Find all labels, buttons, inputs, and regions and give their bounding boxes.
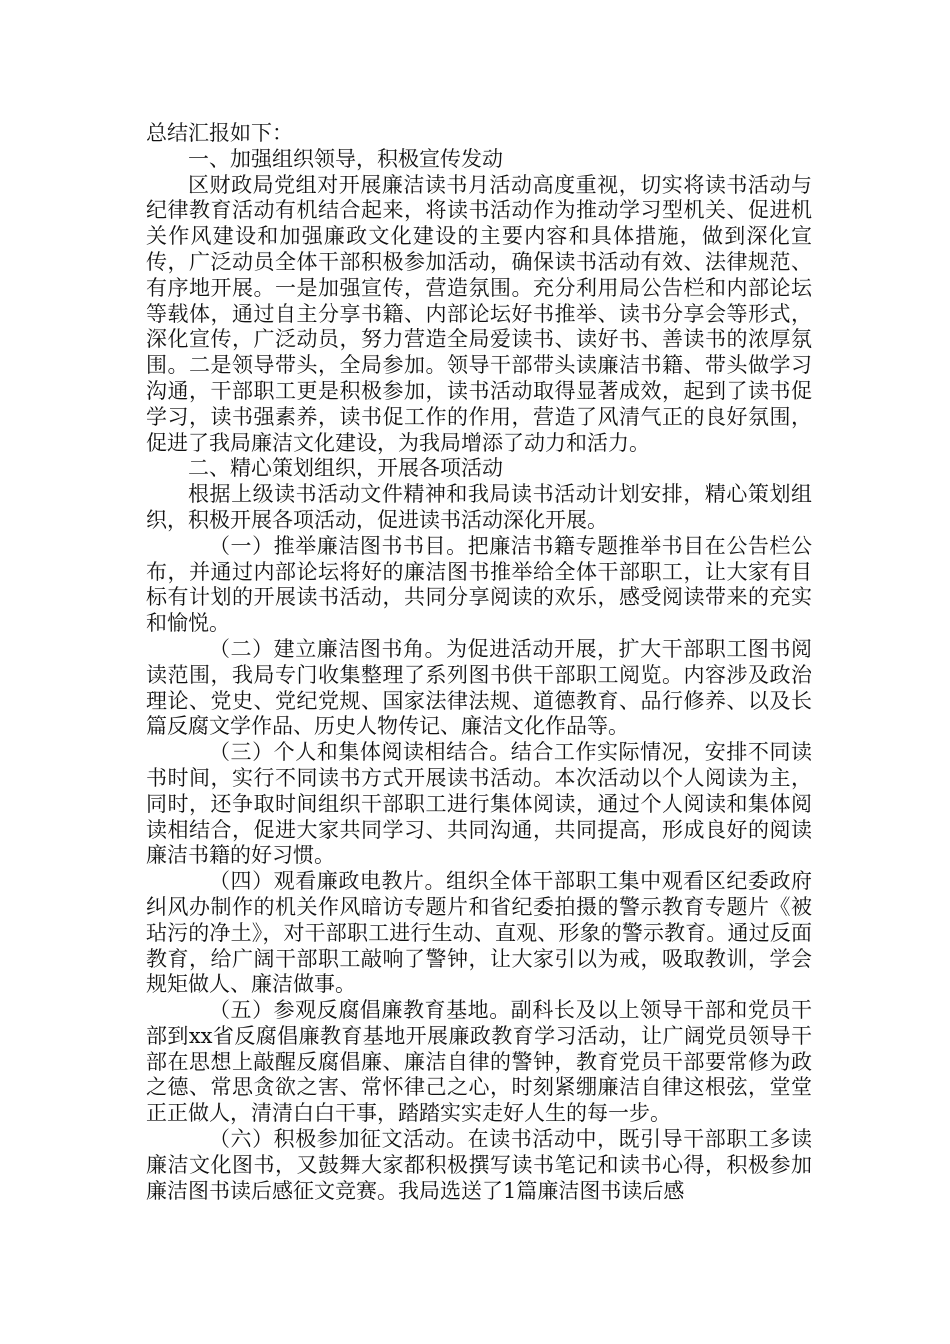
item-5-paragraph: （五）参观反腐倡廉教育基地。副科长及以上领导干部和党员干部到xx省反腐倡廉教育基地开展廉政教育学习活动，让广阔党员领导干部在思想上敲醒反腐倡廉、廉洁自律的警钟，教育党员干部要常修为政之德、常思贪欲之害、常怀律己之心，时刻紧绷廉洁自律这根弦，堂堂正正做人，清清白白干事，踏踏实实走好人生的每一步。: [146, 998, 812, 1126]
item-4-paragraph: （四）观看廉政电教片。组织全体干部职工集中观看区纪委政府纠风办制作的机关作风暗访专题片和省纪委拍摄的警示教育专题片《被玷污的净土》，对干部职工进行生动、直观、形象的警示教育。通过反面教育，给广阔干部职工敲响了警钟，让大家引以为戒，吸取教训，学会规矩做人、廉洁做事。: [146, 869, 812, 997]
item-2-paragraph: （二）建立廉洁图书角。为促进活动开展，扩大干部职工图书阅读范围，我局专门收集整理了系列图书供干部职工阅览。内容涉及政治理论、党史、党纪党规、国家法律法规、道德教育、品行修养、以及长篇反腐文学作品、历史人物传记、廉洁文化作品等。: [146, 636, 812, 739]
item-1-paragraph: （一）推举廉洁图书书目。把廉洁书籍专题推举书目在公告栏公布，并通过内部论坛将好的廉洁图书推举给全体干部职工，让大家有目标有计划的开展读书活动，共同分享阅读的欢乐，感受阅读带来的充实和愉悦。: [146, 533, 812, 636]
item-3-paragraph: （三）个人和集体阅读相结合。结合工作实际情况，安排不同读书时间，实行不同读书方式开展读书活动。本次活动以个人阅读为主，同时，还争取时间组织干部职工进行集体阅读，通过个人阅读和集体阅读相结合，促进大家共同学习、共同沟通，共同提高，形成良好的阅读廉洁书籍的好习惯。: [146, 740, 812, 868]
section-1-body: 区财政局党组对开展廉洁读书月活动高度重视，切实将读书活动与纪律教育活动有机结合起来，将读书活动作为推动学习型机关、促进机关作风建设和加强廉政文化建设的主要内容和具体措施，做到深化宣传，广泛动员全体干部积极参加活动，确保读书活动有效、法律规范、有序地开展。一是加强宣传，营造氛围。充分利用局公告栏和内部论坛等载体，通过自主分享书籍、内部论坛好书推举、读书分享会等形式，深化宣传，广泛动员，努力营造全局爱读书、读好书、善读书的浓厚氛围。二是领导带头，全局参加。领导干部带头读廉洁书籍、带头做学习沟通，干部职工更是积极参加，读书活动取得显著成效，起到了读书促学习，读书强素养，读书促工作的作用，营造了风清气正的良好氛围，促进了我局廉洁文化建设，为我局增添了动力和活力。: [146, 172, 812, 455]
document-page: [146, 121, 812, 1204]
intro-line: 总结汇报如下：: [146, 121, 293, 145]
section-2-heading: 二、精心策划组织，开展各项活动: [188, 456, 503, 481]
section-2-body: 根据上级读书活动文件精神和我局读书活动计划安排，精心策划组织，积极开展各项活动，促进读书活动深化开展。: [146, 482, 812, 532]
section-1-heading: 一、加强组织领导，积极宣传发动: [188, 146, 503, 171]
item-6-paragraph: （六）积极参加征文活动。在读书活动中，既引导干部职工多读廉洁文化图书，又鼓舞大家都积极撰写读书笔记和读书心得，积极参加廉洁图书读后感征文竞赛。我局选送了1篇廉洁图书读后感: [146, 1127, 812, 1203]
